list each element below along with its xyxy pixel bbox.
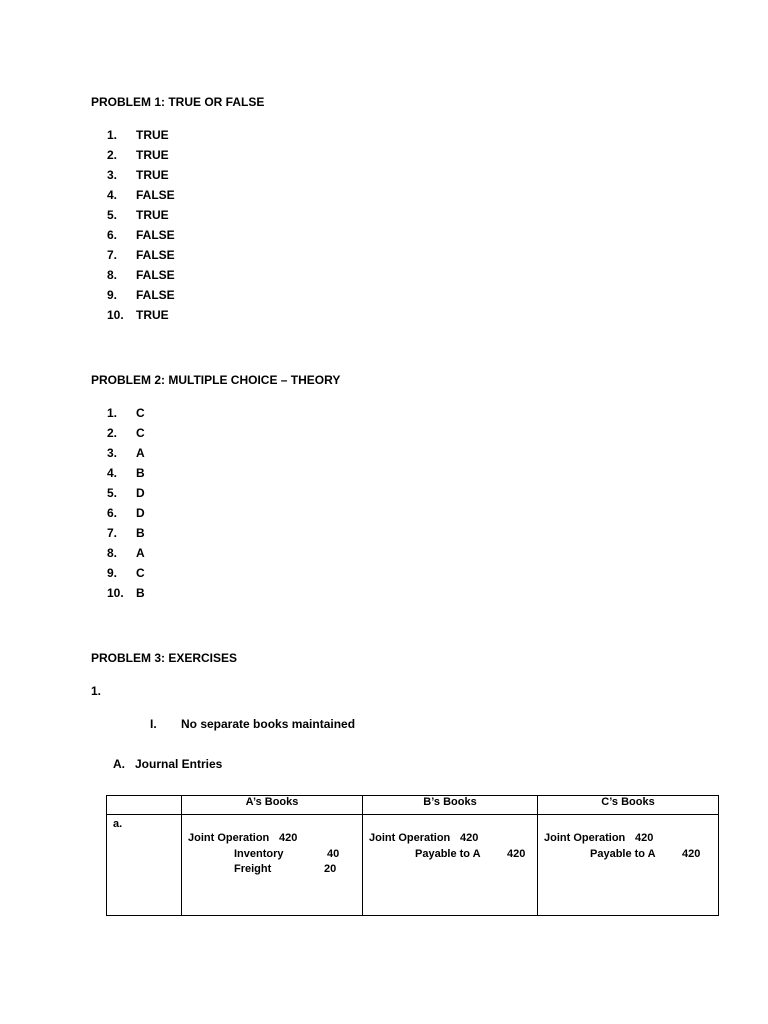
b-credit-amount: 420 — [507, 848, 526, 860]
item-answer: TRUE — [136, 308, 169, 322]
a-credit2-amount: 20 — [324, 863, 337, 875]
item-answer: C — [136, 426, 145, 440]
item-number: 8. — [107, 268, 118, 282]
item-number: 6. — [107, 506, 118, 520]
header-blank — [107, 796, 182, 815]
item-number: 4. — [107, 466, 118, 480]
header-c-books: C’s Books — [538, 796, 719, 815]
item-number: 3. — [107, 446, 118, 460]
item-answer: B — [136, 586, 145, 600]
list-item — [107, 145, 175, 165]
list-item — [107, 185, 175, 205]
c-debit-amount: 420 — [635, 832, 654, 844]
c-credit-account: Payable to A — [590, 848, 656, 860]
item-answer: B — [136, 526, 145, 540]
subsection-letter: A. — [113, 757, 125, 771]
problem2-title: PROBLEM 2: MULTIPLE CHOICE – THEORY — [91, 373, 341, 387]
item-number: 2. — [107, 148, 118, 162]
item-answer: FALSE — [136, 248, 175, 262]
table-header-row — [107, 796, 719, 815]
item-answer: FALSE — [136, 228, 175, 242]
list-item — [107, 403, 145, 423]
item-number: 2. — [107, 426, 118, 440]
problem1-answer-list — [107, 125, 175, 325]
item-answer: TRUE — [136, 208, 169, 222]
item-number: 5. — [107, 208, 118, 222]
exercise-number: 1. — [91, 684, 102, 698]
item-answer: TRUE — [136, 168, 169, 182]
c-credit-amount: 420 — [682, 848, 701, 860]
item-answer: D — [136, 486, 145, 500]
item-answer: C — [136, 566, 145, 580]
list-item — [107, 563, 145, 583]
item-number: 10. — [107, 308, 124, 322]
item-number: 1. — [107, 128, 118, 142]
a-debit-account: Joint Operation — [188, 832, 270, 844]
item-answer: FALSE — [136, 188, 175, 202]
row-label: a. — [107, 815, 182, 916]
item-number: 1. — [107, 406, 118, 420]
item-answer: TRUE — [136, 128, 169, 142]
subsection-title: Journal Entries — [135, 757, 223, 771]
list-item — [107, 463, 145, 483]
item-number: 10. — [107, 586, 124, 600]
b-books-entry — [363, 815, 538, 916]
b-debit-account: Joint Operation — [369, 832, 451, 844]
item-number: 5. — [107, 486, 118, 500]
item-number: 3. — [107, 168, 118, 182]
list-item — [107, 205, 175, 225]
list-item — [107, 583, 145, 603]
b-debit-amount: 420 — [460, 832, 479, 844]
list-item — [107, 483, 145, 503]
list-item — [107, 523, 145, 543]
list-item — [107, 225, 175, 245]
item-number: 4. — [107, 188, 118, 202]
c-debit-account: Joint Operation — [544, 832, 626, 844]
item-answer: TRUE — [136, 148, 169, 162]
list-item — [107, 423, 145, 443]
table-row — [107, 815, 719, 916]
item-answer: C — [136, 406, 145, 420]
item-number: 6. — [107, 228, 118, 242]
list-item — [107, 265, 175, 285]
item-answer: A — [136, 546, 145, 560]
list-item — [107, 503, 145, 523]
list-item — [107, 543, 145, 563]
list-item — [107, 165, 175, 185]
section-title: No separate books maintained — [181, 717, 356, 731]
item-number: 7. — [107, 248, 118, 262]
a-debit-amount: 420 — [279, 832, 298, 844]
a-credit1-amount: 40 — [327, 848, 340, 860]
item-answer: FALSE — [136, 288, 175, 302]
list-item — [107, 245, 175, 265]
journal-entries-table — [106, 795, 719, 916]
item-answer: A — [136, 446, 145, 460]
item-number: 8. — [107, 546, 118, 560]
subsection-heading — [113, 757, 222, 771]
list-item — [107, 285, 175, 305]
problem1-title: PROBLEM 1: TRUE OR FALSE — [91, 95, 265, 109]
list-item — [107, 443, 145, 463]
a-credit2-account: Freight — [234, 863, 272, 875]
item-answer: FALSE — [136, 268, 175, 282]
header-b-books: B’s Books — [363, 796, 538, 815]
item-number: 7. — [107, 526, 118, 540]
item-number: 9. — [107, 288, 118, 302]
list-item — [107, 305, 175, 325]
b-credit-account: Payable to A — [415, 848, 481, 860]
problem2-answer-list — [107, 403, 145, 603]
header-a-books: A’s Books — [182, 796, 363, 815]
item-answer: D — [136, 506, 145, 520]
list-item — [107, 125, 175, 145]
problem3-title: PROBLEM 3: EXERCISES — [91, 651, 238, 665]
item-number: 9. — [107, 566, 118, 580]
section-heading — [150, 717, 355, 731]
c-books-entry — [538, 815, 719, 916]
a-books-entry — [182, 815, 363, 916]
item-answer: B — [136, 466, 145, 480]
section-number: I. — [150, 717, 157, 731]
a-credit1-account: Inventory — [234, 848, 284, 860]
